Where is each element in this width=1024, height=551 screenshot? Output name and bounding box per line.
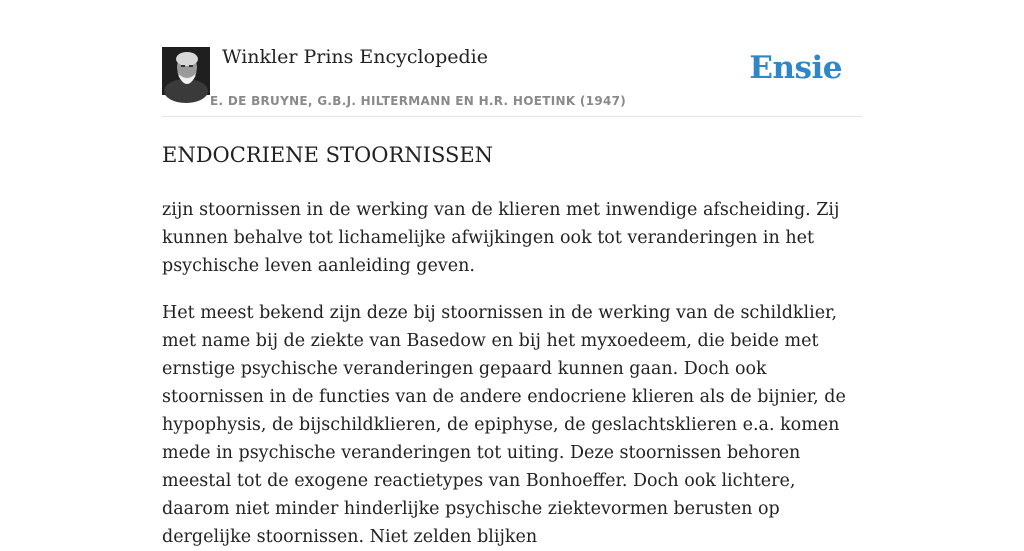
publication-header: [162, 0, 862, 117]
publication-title[interactable]: Winkler Prins Encyclopedie: [222, 46, 488, 68]
brand-logo[interactable]: Ensie: [749, 50, 842, 86]
publication-authors: E. DE BRUYNE, G.B.J. HILTERMANN EN H.R. HOETINK (1947): [210, 94, 627, 108]
article-title: ENDOCRIENE STOORNISSEN: [162, 143, 494, 167]
article: [162, 138, 852, 551]
article-paragraph: zijn stoornissen in de werking van de klieren met inwendige afscheiding. Zij kunnen behalve tot lichamelijke afwijkingen ook tot veranderingen in het psychische leven aanleiding geven.: [162, 200, 840, 276]
article-paragraph: Het meest bekend zijn deze bij stoornissen in de werking van de schildklier, met name bij de ziekte van Basedow en bij het myxoedeem, die beide met ernstige psychische veranderingen gepaard kunnen gaan. Doch ook stoornissen in de functies van de andere endocriene klieren als de bijnier, de hypophysis, de bijschildklieren, de epiphyse, de geslachtsklieren e.a. komen mede in psychische veranderingen tot uiting. Deze stoornissen behoren meestal tot de exogene reactietypes van Bonhoeffer. Doch ook lichtere, daarom niet minder hinderlijke psychische ziektevormen berusten op dergelijke stoornissen. Niet zelden blijken: [162, 303, 846, 547]
bearded-man-portrait-icon[interactable]: [162, 47, 210, 95]
